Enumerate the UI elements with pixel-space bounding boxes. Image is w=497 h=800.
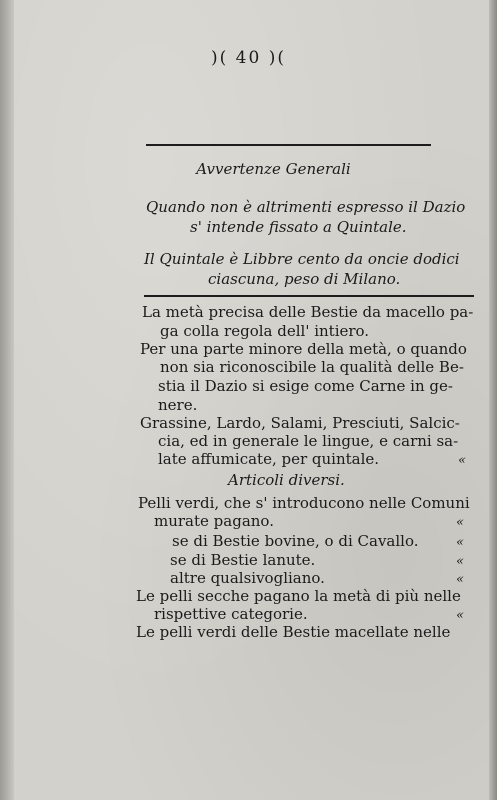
body-line: cia, ed in generale le lingue, e carni sa- xyxy=(158,432,459,450)
ditto-mark: « xyxy=(456,572,464,587)
advertenze-line-4: ciascuna, peso di Milano. xyxy=(208,270,401,288)
advertenze-line-1: Quando non è altrimenti espresso il Dazio xyxy=(146,198,466,216)
articoli-line: Pelli verdi, che s' introducono nelle Comuni xyxy=(138,494,470,512)
middle-rule xyxy=(144,295,474,297)
articoli-line: se di Bestie lanute. xyxy=(170,551,316,569)
ditto-mark: « xyxy=(456,535,464,550)
body-line: Per una parte minore della metà, o quando xyxy=(140,340,467,358)
articoli-line: altre qualsivogliano. xyxy=(170,569,325,587)
body-line: Grassine, Lardo, Salami, Presciuti, Salcic- xyxy=(140,414,460,432)
advertenze-heading: Avvertenze Generali xyxy=(196,160,351,178)
top-rule xyxy=(146,144,431,146)
body-line: nere. xyxy=(158,396,198,414)
page-edge-right xyxy=(489,0,497,800)
page-edge-left xyxy=(0,0,14,800)
body-line: La metà precisa delle Bestie da macello pa- xyxy=(142,303,474,321)
articoli-line: rispettive categorie. xyxy=(154,605,308,623)
ditto-mark: « xyxy=(456,554,464,569)
ditto-mark: « xyxy=(458,453,466,468)
ditto-mark: « xyxy=(456,608,464,623)
body-line: late affumicate, per quintale. xyxy=(158,450,380,468)
articoli-line: Le pelli secche pagano la metà di più nelle xyxy=(136,587,461,605)
body-line: non sia riconoscibile la qualità delle Be- xyxy=(160,358,464,376)
body-line: ga colla regola dell' intiero. xyxy=(160,322,370,340)
page-number: )( 40 )( xyxy=(211,48,286,68)
ditto-mark: « xyxy=(456,515,464,530)
articoli-line: se di Bestie bovine, o di Cavallo. xyxy=(172,532,419,550)
advertenze-line-2: s' intende fissato a Quintale. xyxy=(190,218,407,236)
body-line: stia il Dazio si esige come Carne in ge- xyxy=(158,377,453,395)
articoli-line: murate pagano. xyxy=(154,512,274,530)
articoli-line: Le pelli verdi delle Bestie macellate nelle xyxy=(136,623,451,641)
advertenze-line-3: Il Quintale è Libbre cento da oncie dodici xyxy=(144,250,460,268)
articoli-heading: Articoli diversi. xyxy=(228,471,345,489)
